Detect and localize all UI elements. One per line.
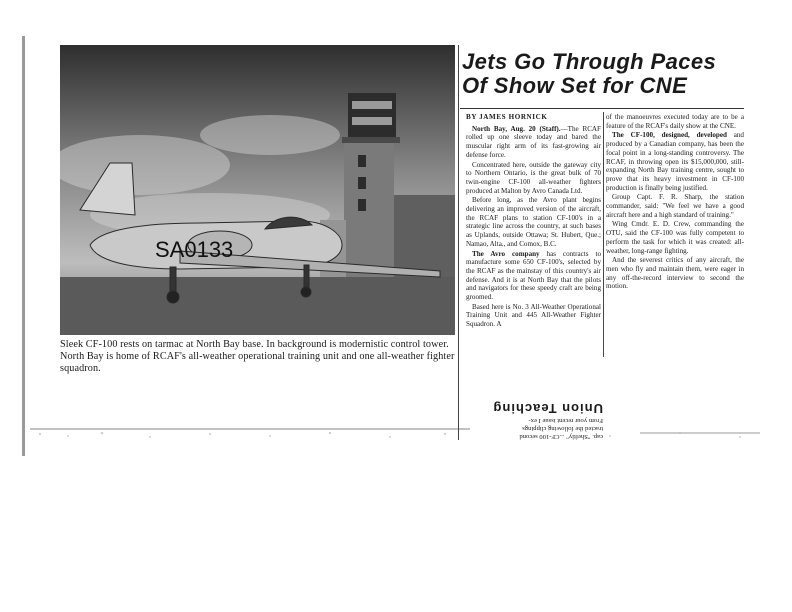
headline-line-2: Of Show Set for CNE	[462, 73, 688, 98]
flipped-line: From your recent issue I ex-	[528, 417, 603, 424]
article-column-1	[466, 113, 601, 330]
article-column-2	[606, 113, 744, 292]
photo-caption: Sleek CF-100 rests on tarmac at North Bay base. In background is modernistic control tower. North Bay is home of RCAF's all-weather operational training unit and one all-weather fighter squadron.	[60, 339, 455, 374]
paragraph: The Avro company has contracts to manufacture some 650 CF-100's, selected by the RCAF as the mainstay of this country's air defense. And it is at North Bay that the pilots and navigators for these speedy craft are being groomed.	[466, 249, 601, 302]
paragraph: Based here is No. 3 All-Weather Operational Training Unit and 445 All-Weather Fighter Squadron. A	[466, 302, 601, 329]
cf100-photo	[60, 45, 455, 335]
paragraph: Concentrated here, outside the gateway city to Northern Ontario, is the great bulk of 70 twin-engine CF-100 all-weather fighters produced at Malton by Avro Canada Ltd.	[466, 160, 601, 195]
flipped-masthead: Union Teaching	[492, 401, 603, 416]
headline-line-1: Jets Go Through Paces	[462, 49, 717, 74]
paragraph: And the severest critics of any aircraft, the men who fly and maintain them, were eager in any off-the-record interview to second the motion.	[606, 256, 744, 291]
column-divider	[603, 112, 604, 357]
paragraph: The CF-100, designed, developed and produced by a Canadian company, has been the focal point in a long-standing controversy. The RCAF, in throwing open its $15,000,000, still-expanding North Bay training centre, sought to prove that its heavy investment in CF-100 production is finally being justified.	[606, 131, 744, 192]
paragraph: North Bay, Aug. 20 (Staff).—The RCAF rolled up one sleeve today and bared the muscular right arm of its fast-growing air defense force.	[466, 124, 601, 159]
headline	[462, 50, 742, 98]
headline-rule	[460, 108, 744, 109]
clipping-left-edge	[458, 45, 459, 440]
byline: BY JAMES HORNICK	[466, 113, 548, 121]
aircraft-marking: SA0133	[155, 237, 234, 262]
flipped-line: cap. "Sheftly" ...CF-100 second	[519, 433, 603, 440]
upside-down-clipping	[460, 360, 603, 440]
paragraph: Before long, as the Avro plant begins delivering an improved version of the aircraft, the RCAF plans to station CF-100's in a strategic line across the country, at such bases as Uplands, outside Ottawa; St. Hubert, Que.; Namao, Alta., and Comox, B.C.	[466, 196, 601, 248]
flipped-line: tracted the following clippings	[522, 425, 603, 432]
paragraph: Group Capt. F. R. Sharp, the station commander, said: "We feel we have a good aircraft here and a high standard of training."	[606, 193, 744, 219]
paragraph: of the manoeuvres executed today are to be a feature of the RCAF's daily show at the CNE.	[606, 113, 744, 130]
paragraph: Wing Cmdr. E. D. Crew, commanding the OTU, said the CF-100 was fully competent to perform the task for which it was created: all-weather, long-range fighting.	[606, 220, 744, 255]
